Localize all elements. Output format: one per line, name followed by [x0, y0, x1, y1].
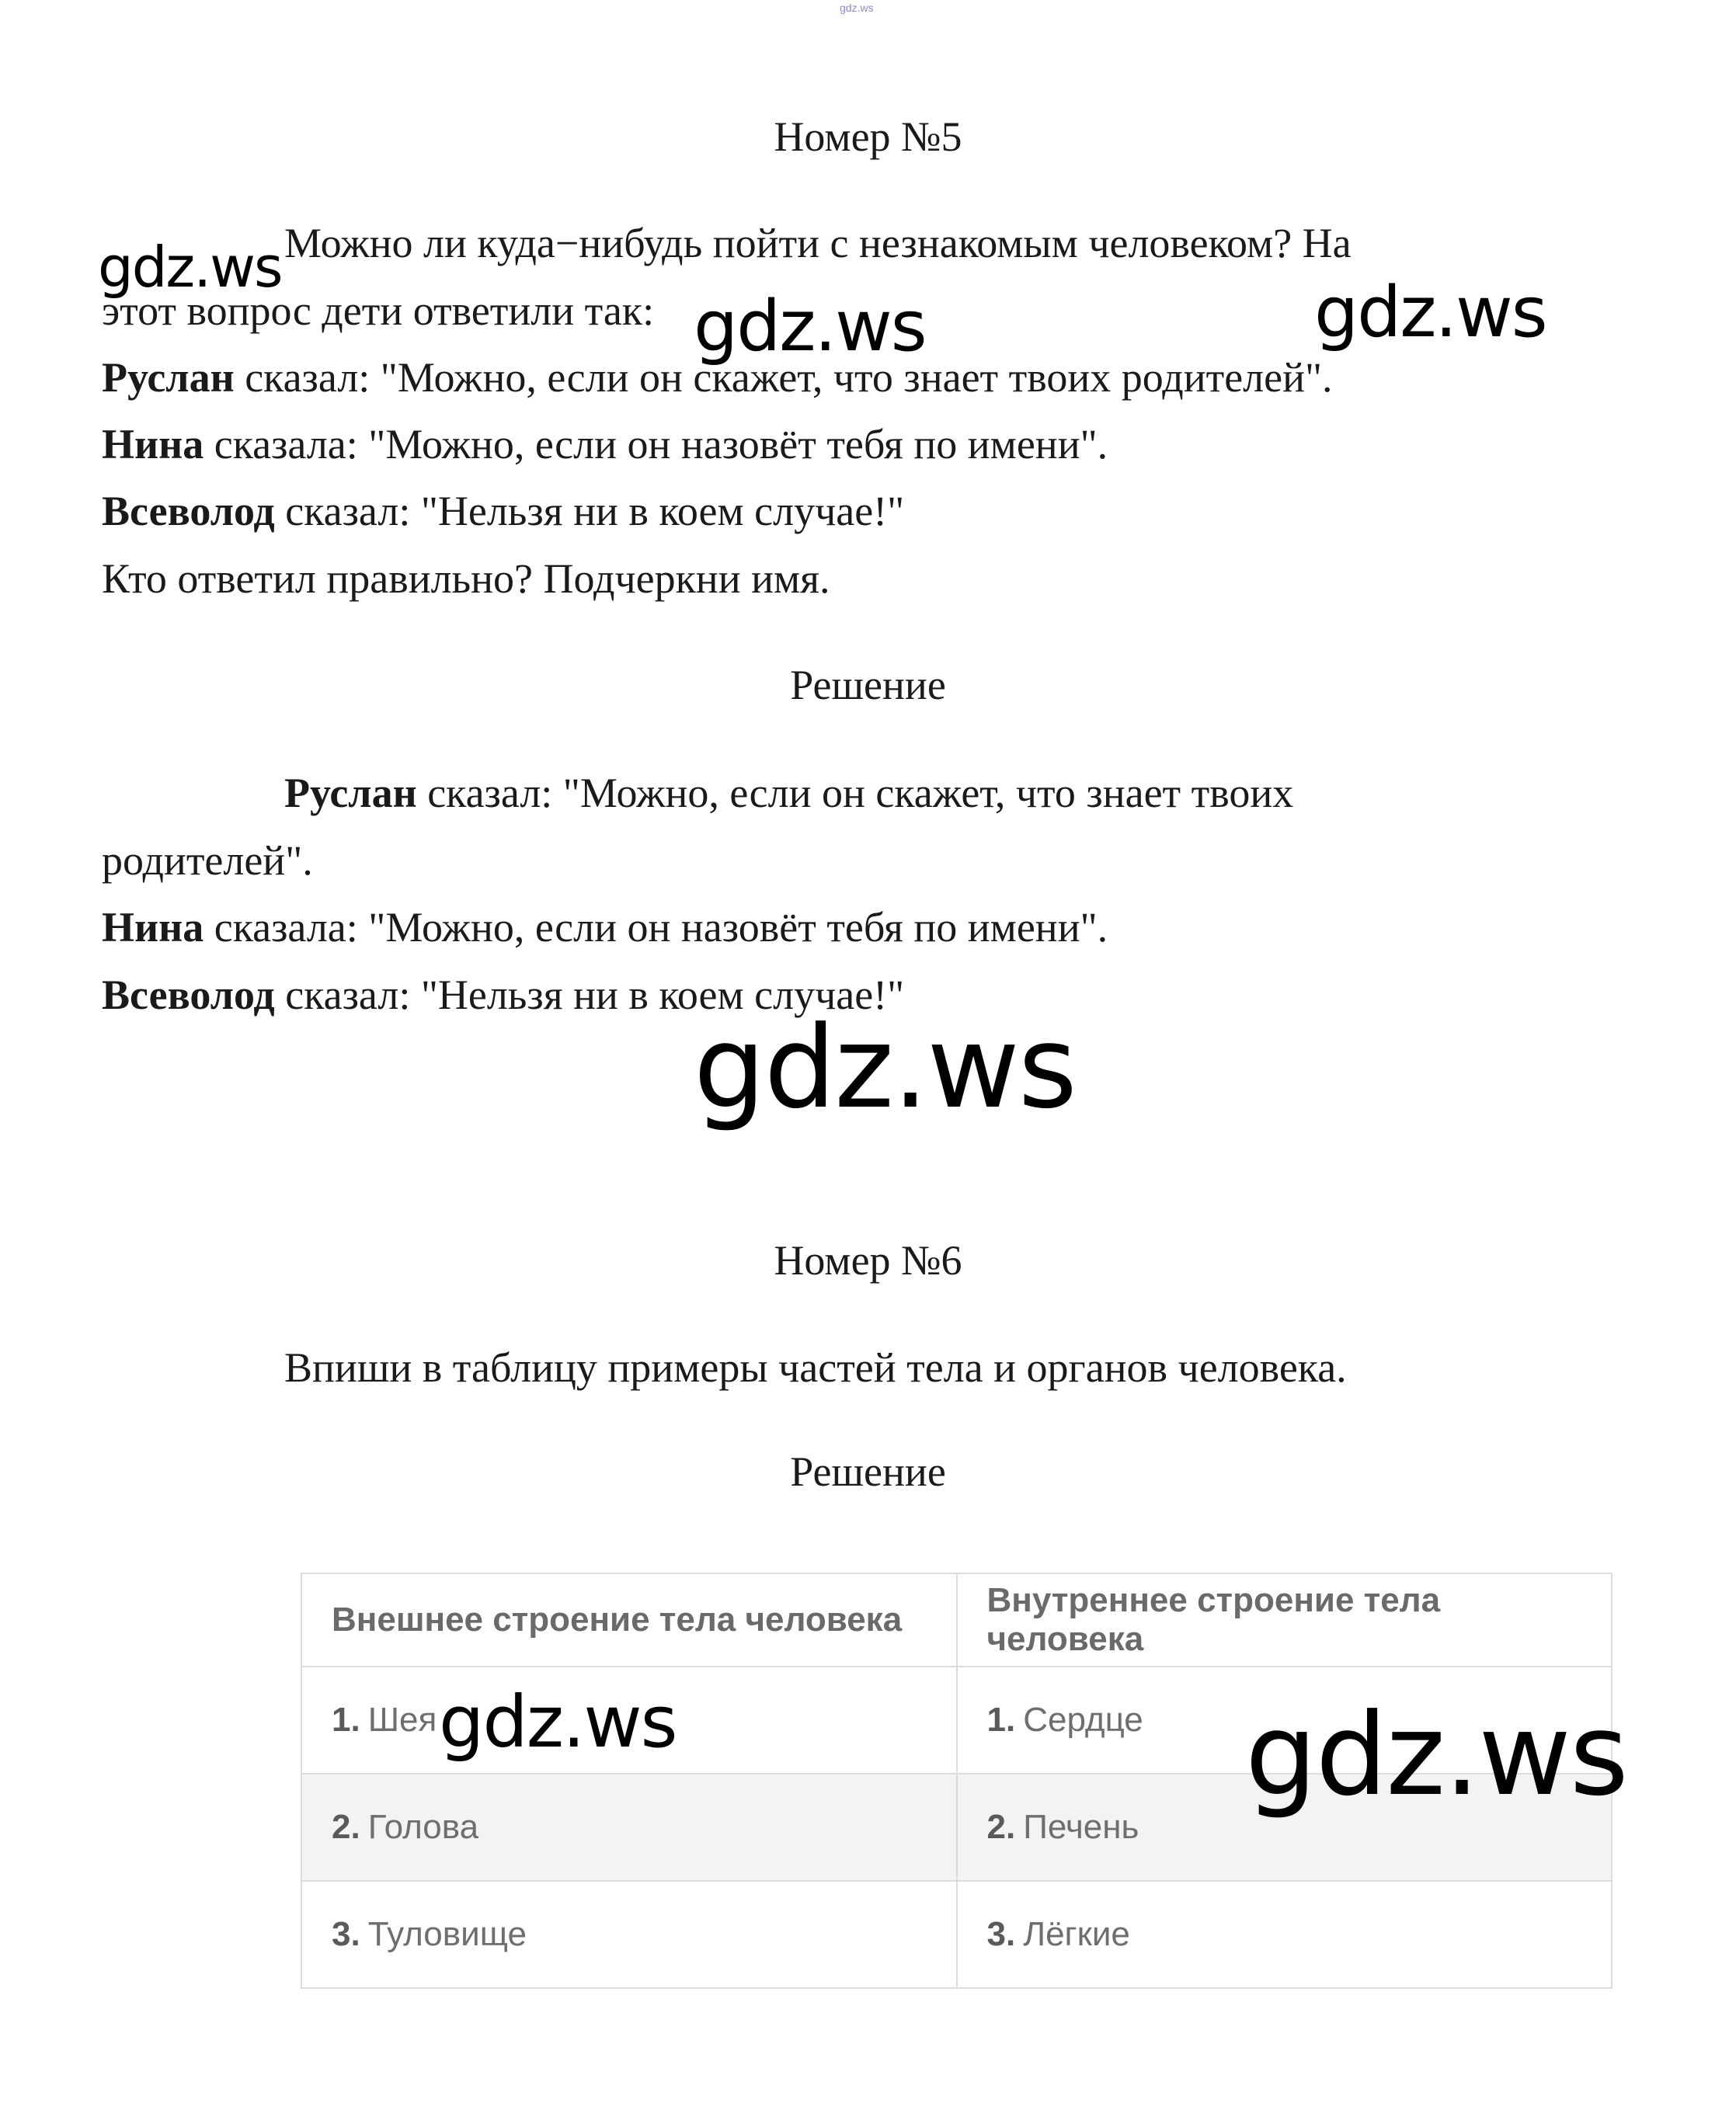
- answer-name: Руслан: [102, 354, 235, 401]
- watermark: gdz.ws: [694, 1002, 1076, 1134]
- answer-nina: [102, 420, 1108, 468]
- answer-name: Всеволод: [102, 972, 275, 1018]
- header-external: Внешнее строение тела человека: [301, 1573, 957, 1667]
- table-cell: [301, 1881, 957, 1988]
- item-number: 3.: [986, 1915, 1016, 1953]
- task5-question-line2: этот вопрос дети ответили так:: [102, 287, 655, 334]
- item-text: Печень: [1023, 1808, 1139, 1846]
- task5-title: Номер №5: [774, 113, 962, 160]
- answer-text: сказала: "Можно, если он назовёт тебя по имени".: [204, 904, 1108, 951]
- answer-name: Нина: [102, 904, 204, 951]
- answer-text: сказал: "Можно, если он скажет, что знает твоих родителей".: [234, 354, 1333, 401]
- answer-text: сказал: "Нельзя ни в коем случае!": [274, 488, 905, 534]
- answer-text: сказал: "Нельзя ни в коем случае!": [274, 972, 905, 1018]
- item-text: Туловище: [367, 1915, 527, 1953]
- item-text: Голова: [367, 1808, 479, 1846]
- solution-nina: [102, 903, 1108, 951]
- top-watermark: gdz.ws: [840, 2, 874, 14]
- item-text: Лёгкие: [1023, 1915, 1130, 1953]
- item-text: Шея: [367, 1701, 437, 1739]
- watermark: gdz.ws: [694, 286, 926, 367]
- item-number: 2.: [986, 1808, 1016, 1846]
- answer-name: Руслан: [284, 770, 417, 816]
- answer-vsevolod: [102, 487, 904, 535]
- item-number: 1.: [332, 1701, 360, 1739]
- watermark: gdz.ws: [1245, 1689, 1627, 1821]
- answer-name: Нина: [102, 421, 204, 468]
- answer-text: сказал: "Можно, если он скажет, что знает твоих: [416, 770, 1294, 816]
- task6-solution-title: Решение: [790, 1448, 946, 1495]
- watermark: gdz.ws: [439, 1681, 677, 1764]
- watermark: gdz.ws: [98, 235, 282, 300]
- table-cell: [301, 1774, 957, 1881]
- item-number: 1.: [986, 1701, 1016, 1739]
- task5-prompt: Кто ответил правильно? Подчеркни имя.: [102, 555, 830, 602]
- item-number: 3.: [332, 1915, 360, 1953]
- task5-solution-title: Решение: [790, 662, 946, 708]
- answer-text: сказала: "Можно, если он назовёт тебя по имени".: [204, 421, 1108, 468]
- table-header-row: [301, 1573, 1612, 1667]
- task5-question-line1: Можно ли куда−нибудь пойти с незнакомым человеком? На: [284, 220, 1352, 266]
- task6-title: Номер №6: [774, 1237, 962, 1284]
- item-number: 2.: [332, 1808, 360, 1846]
- item-text: Сердце: [1023, 1701, 1143, 1739]
- solution-ruslan-line2: родителей".: [102, 837, 313, 884]
- answer-name: Всеволод: [102, 488, 275, 534]
- table-cell: [957, 1881, 1612, 1988]
- task6-instruction: Впиши в таблицу примеры частей тела и органов человека.: [284, 1344, 1347, 1391]
- solution-ruslan-line1: [284, 769, 1293, 817]
- table-row: [301, 1881, 1612, 1988]
- header-internal: Внутреннее строение тела человека: [957, 1573, 1612, 1667]
- watermark: gdz.ws: [1314, 272, 1546, 353]
